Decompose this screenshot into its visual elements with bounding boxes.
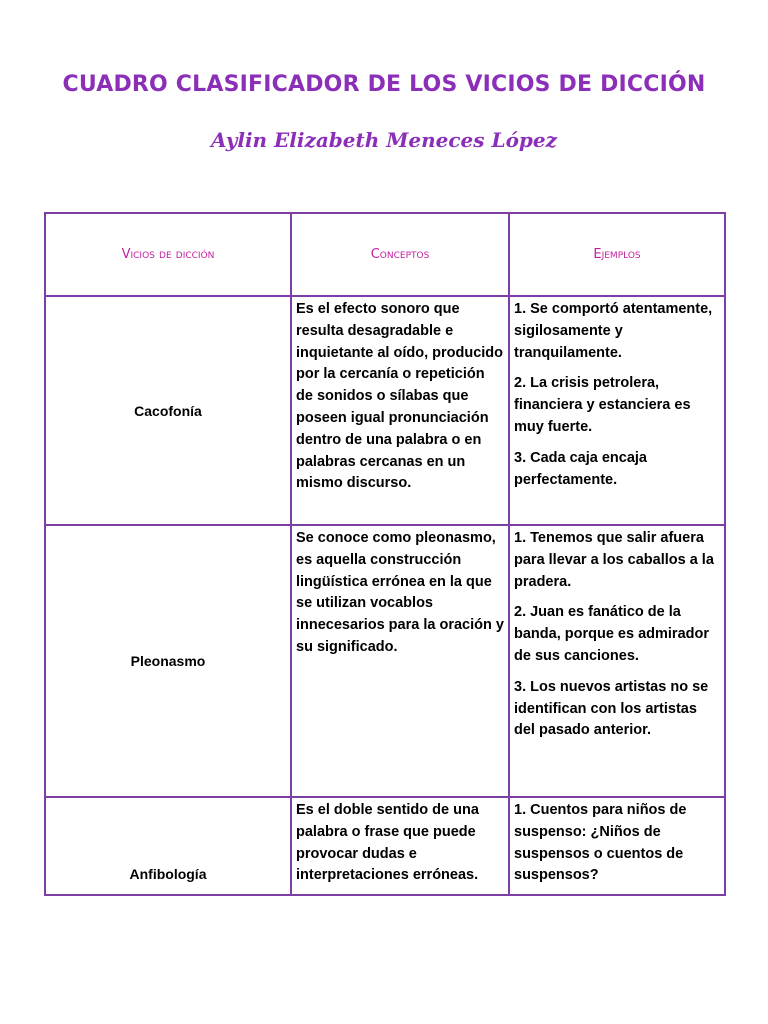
header-vicios: Vicios de dicción	[45, 213, 291, 296]
table-row	[45, 296, 725, 525]
author-name: Aylin Elizabeth Meneces López	[211, 128, 557, 152]
example-item: 2. Juan es fanático de la banda, porque es admirador de sus canciones.	[514, 604, 709, 664]
example-item: 3. Los nuevos artistas no se identifican con los artistas del pasado anterior.	[514, 678, 709, 739]
header-conceptos: Conceptos	[291, 213, 509, 296]
example-item: 1. Cuentos para niños de suspenso: ¿Niños de suspensos o cuentos de suspensos?	[514, 802, 687, 884]
examples-cell	[509, 797, 725, 895]
classification-table	[44, 212, 726, 896]
example-item: 1. Se comportó atentamente, sigilosamente y tranquilamente.	[514, 301, 713, 361]
vicio-name: Pleonasmo	[45, 525, 291, 797]
examples-cell	[509, 296, 725, 525]
concept-text: Se conoce como pleonasmo, es aquella construcción lingüística errónea en la que se utilizan vocablos innecesarios para la oración y su significado.	[291, 525, 509, 797]
table-row	[45, 525, 725, 797]
examples-cell	[509, 525, 725, 797]
vicio-name: Cacofonía	[45, 296, 291, 525]
concept-text: Es el doble sentido de una palabra o frase que puede provocar dudas e interpretaciones erróneas.	[291, 797, 509, 895]
example-item: 3. Cada caja encaja perfectamente.	[514, 449, 647, 488]
vicio-name: Anfibología	[45, 797, 291, 895]
page-title: CUADRO CLASIFICADOR DE LOS VICIOS DE DICCIÓN	[62, 72, 706, 97]
table-row	[45, 797, 725, 895]
example-item: 2. La crisis petrolera, financiera y estanciera es muy fuerte.	[514, 375, 691, 435]
example-item: 1. Tenemos que salir afuera para llevar a los caballos a la pradera.	[514, 530, 714, 590]
concept-text: Es el efecto sonoro que resulta desagradable e inquietante al oído, producido por la cercanía o repetición de sonidos o sílabas que poseen igual pronunciación dentro de una palabra o en palabras cercanas en un mismo discurso.	[291, 296, 509, 525]
header-ejemplos: Ejemplos	[509, 213, 725, 296]
table-header-row	[45, 213, 725, 296]
